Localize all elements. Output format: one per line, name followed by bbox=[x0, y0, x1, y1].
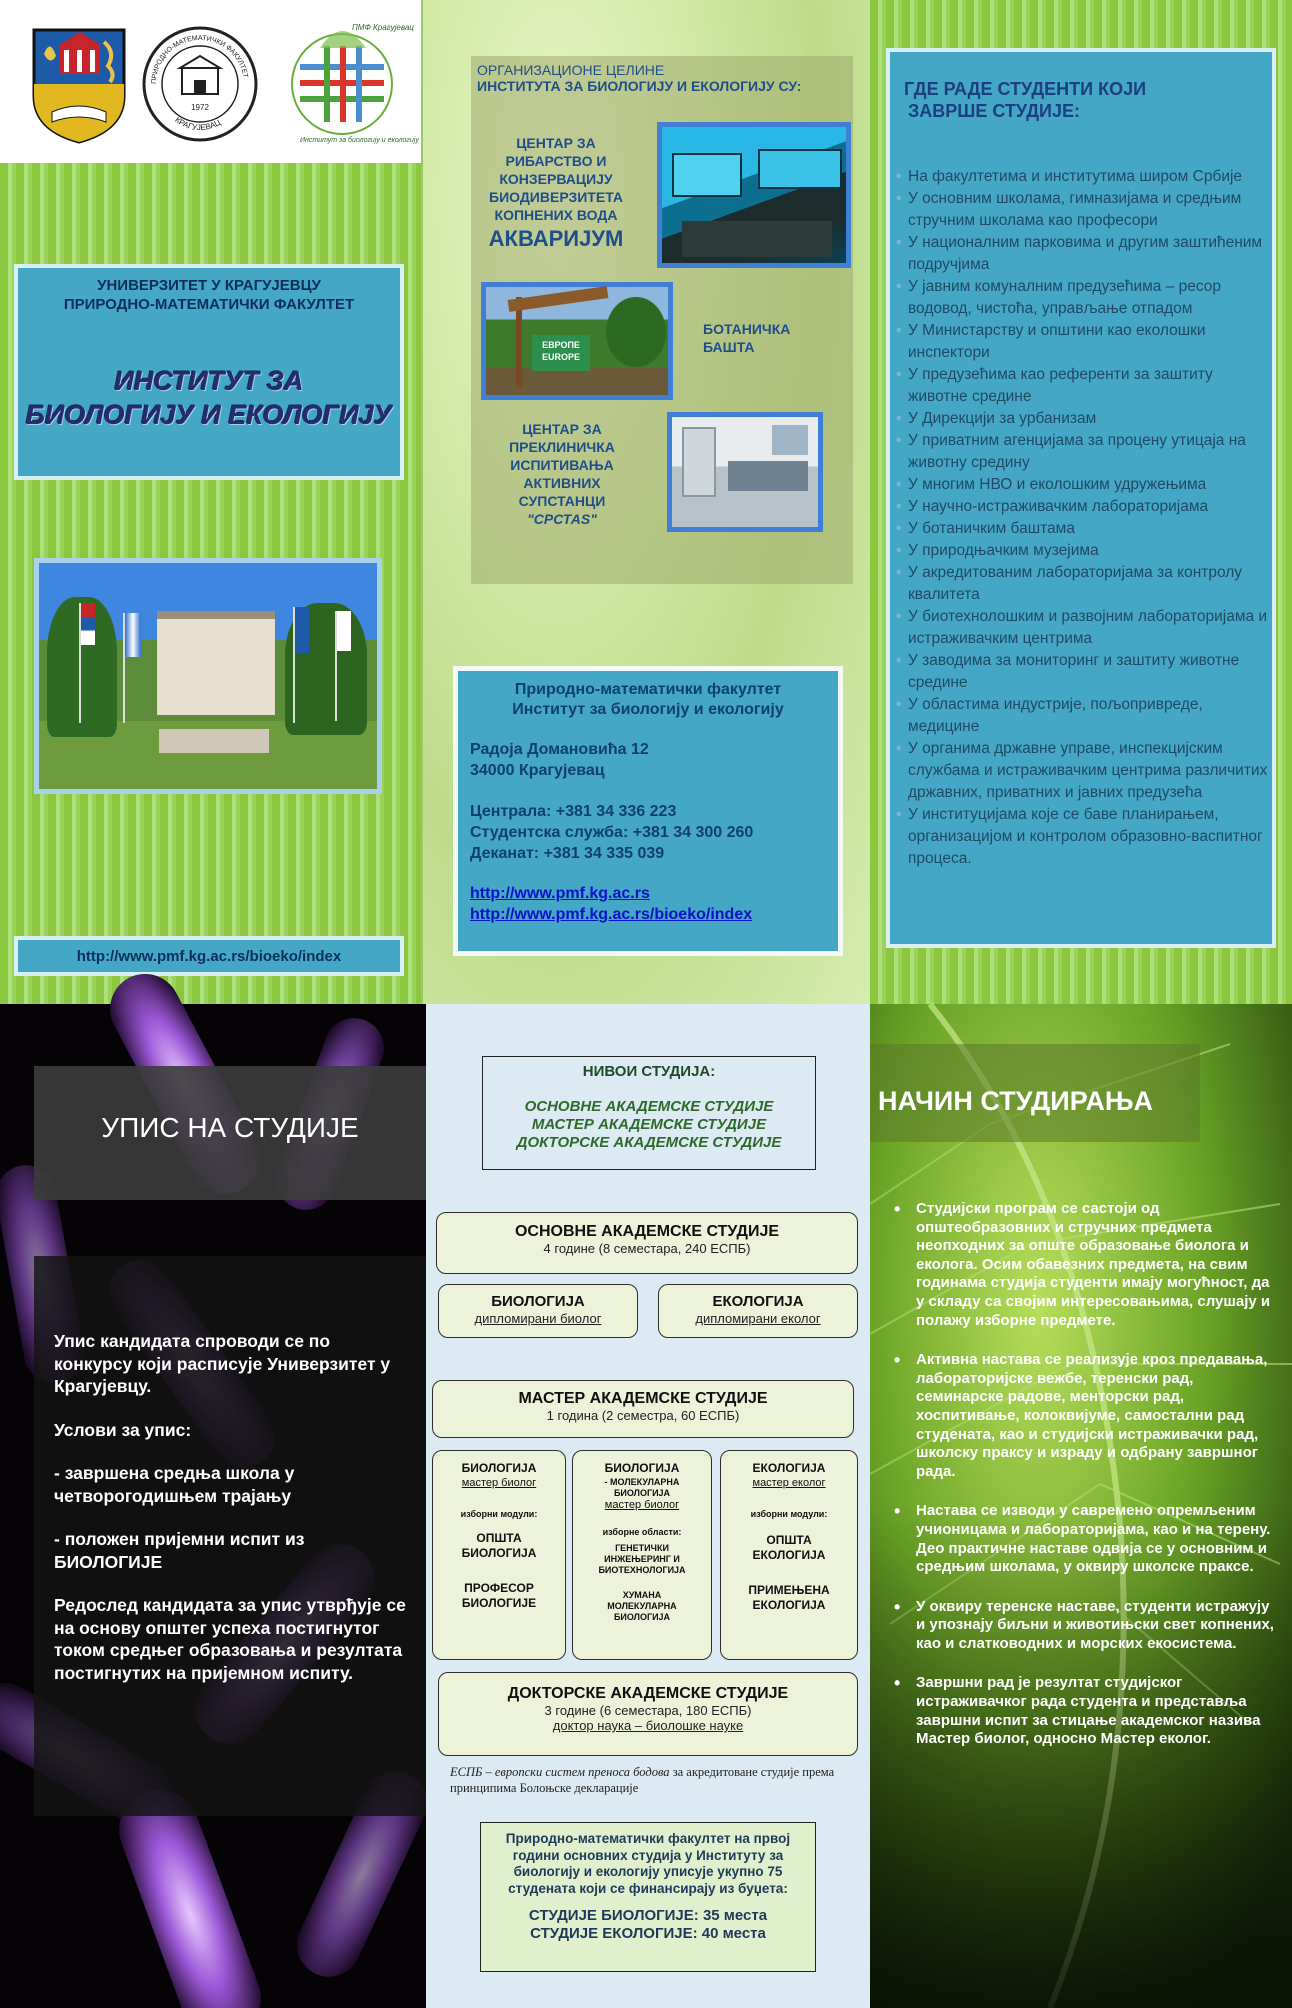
doctoral-degree: доктор наука – биолошке науке bbox=[552, 1718, 744, 1733]
enrollment-title-box bbox=[34, 1066, 426, 1200]
quota-text: Природно-математички факултет на првој години основних студија у Институту за биологију и екологију уписује укупно 75 студената који се финансирају из буџета: bbox=[505, 1831, 791, 1896]
flag-icon bbox=[337, 611, 351, 651]
units-heading-line1: ОРГАНИЗАЦИОНЕ ЦЕЛИНЕ bbox=[477, 62, 665, 78]
svg-text:1972: 1972 bbox=[191, 103, 209, 112]
list-item: • У приватним агенцијама за процену утицаја на животну средину bbox=[896, 430, 1272, 474]
cover-url-box bbox=[14, 936, 404, 976]
list-item: • У биотехнолошким и развојним лабораторијама и истраживачким центрима bbox=[896, 606, 1272, 650]
list-item: • У предузећима као референти за заштиту животне средине bbox=[896, 364, 1272, 408]
master-studies-title: МАСТЕР АКАДЕМСКЕ СТУДИЈЕ bbox=[518, 1390, 768, 1407]
cover-panel bbox=[0, 0, 421, 1004]
list-item: • У Министарству и општини као еколошки инспектори bbox=[896, 320, 1272, 364]
list-item: • У акредитованим лабораторијама за контролу квалитета bbox=[896, 562, 1272, 606]
units-box bbox=[471, 56, 853, 584]
svg-text:Институт за биологију и еколог: Институт за биологију и екологију bbox=[300, 137, 419, 144]
list-item: • У органима државне управе, инспекцијским службама и истраживачким центрима различитих државних, приватних и јавних предузећа bbox=[896, 738, 1272, 804]
levels-title: НИВОИ СТУДИЈА: bbox=[582, 1063, 716, 1080]
basic-studies-title: ОСНОВНЕ АКАДЕМСКЕ СТУДИЈЕ bbox=[514, 1223, 780, 1240]
cover-url[interactable]: http://www.pmf.kg.ac.rs/bioeko/index bbox=[76, 947, 342, 965]
ecology-bachelor-box bbox=[658, 1284, 858, 1338]
study-method-panel bbox=[870, 1004, 1292, 2008]
cover-title-box bbox=[14, 264, 404, 480]
aquarium-photo bbox=[657, 122, 851, 268]
levels-list: ОСНОВНЕ АКАДЕМСКЕ СТУДИЈЕ МАСТЕР АКАДЕМСКЕ СТУДИЈЕ ДОКТОРСКЕ АКАДЕМСКЕ СТУДИЈЕ bbox=[516, 1098, 782, 1151]
list-item: • На факултетима и институтима широм Србије bbox=[896, 166, 1272, 188]
list-item: • У националним парковима и другим заштићеним подручјима bbox=[896, 232, 1272, 276]
quota-ecology: СТУДИЈЕ ЕКОЛОГИЈЕ: 40 места bbox=[530, 1925, 766, 1942]
contact-box bbox=[453, 666, 843, 956]
master-molecular-box: БИОЛОГИЈА - МОЛЕКУЛАРНА БИОЛОГИЈА мастер биолог изборне области: ГЕНЕТИЧКИ ИНЖЕЊЕРИНГ И БИОТЕХНОЛОГИЈА ХУМАНА МОЛЕКУЛАРНА БИОЛОГИЈА bbox=[572, 1450, 712, 1660]
contact-links bbox=[470, 883, 752, 925]
contact-institute: Институт за биологију и екологију bbox=[512, 701, 784, 718]
list-item: • У заводима за мониторинг и заштиту животне средине bbox=[896, 650, 1272, 694]
enrollment-text-box bbox=[34, 1256, 426, 1816]
quota-biology: СТУДИЈЕ БИОЛОГИЈЕ: 35 места bbox=[528, 1907, 768, 1924]
contact-phones bbox=[470, 801, 753, 864]
botanic-garden-photo bbox=[481, 282, 673, 400]
study-method-title-box bbox=[870, 1044, 1200, 1142]
enrollment-ranking: Редослед кандидата за упис утврђује се на основу општег успеха постигнутог током средњег образовања и резултата постигнутих на пријемном испиту. bbox=[54, 1595, 406, 1683]
master-biology-box: БИОЛОГИЈА мастер биолог изборни модули: ОПШТА БИОЛОГИЈА ПРОФЕСОР БИОЛОГИЈЕ bbox=[432, 1450, 566, 1660]
institute-logo-icon bbox=[280, 16, 419, 148]
aquarium-center-label: ЦЕНТАР ЗА РИБАРСТВО И КОНЗЕРВАЦИЈУ БИОДИВЕРЗИТЕТА КОПНЕНИХ ВОДА АКВАРИЈУМ bbox=[471, 134, 641, 254]
svg-text:КРАГУЈЕВАЦ: КРАГУЈЕВАЦ bbox=[173, 115, 223, 133]
svg-text:ПРИРОДНО-МАТЕМАТИЧКИ ФАКУЛТЕТ: ПРИРОДНО-МАТЕМАТИЧКИ ФАКУЛТЕТ bbox=[150, 34, 249, 85]
svg-text:ПМФ Крагујевац: ПМФ Крагујевац bbox=[352, 23, 414, 32]
logo-strip bbox=[0, 0, 421, 163]
careers-panel bbox=[870, 0, 1292, 1004]
master-studies-duration: 1 година (2 семестра, 60 ЕСПБ) bbox=[546, 1408, 740, 1423]
master-ecology-box: ЕКОЛОГИЈА мастер еколог изборни модули: ОПШТА ЕКОЛОГИЈА ПРИМЕЊЕНА ЕКОЛОГИЈА bbox=[720, 1450, 858, 1660]
basic-studies-duration: 4 године (8 семестара, 240 ЕСПБ) bbox=[543, 1241, 751, 1256]
ecology-title: ЕКОЛОГИЈА bbox=[712, 1293, 804, 1310]
link-institute[interactable]: http://www.pmf.kg.ac.rs/bioeko/index bbox=[470, 906, 753, 923]
careers-list bbox=[896, 166, 1272, 870]
flag-icon bbox=[295, 607, 309, 653]
list-item: • У оквиру теренске наставе, студенти истражују и упознају биљни и животињски свет копнених, као и слатководних и морских екосистема. bbox=[894, 1598, 1276, 1654]
list-item: • Настава се изводи у савремено опремљеним учионицама и лабораторијама, као и на терену. Део практичне наставе одвија се у основним и средњим школама, у оквиру школске праксе. bbox=[894, 1502, 1276, 1576]
contact-faculty: Природно-математички факултет bbox=[514, 681, 782, 698]
enrollment-intro: Упис кандидата спроводи се по конкурсу који расписује Универзитет у Крагујевцу. bbox=[54, 1331, 391, 1396]
doctoral-studies-duration: 3 године (6 семестара, 180 ЕСПБ) bbox=[544, 1703, 752, 1718]
list-item: • У јавним комуналним предузећима – ресор водовод, чистоћа, управљање отпадом bbox=[896, 276, 1272, 320]
biology-degree: дипломирани биолог bbox=[474, 1311, 602, 1326]
phone-central: Централа: +381 34 336 223 bbox=[470, 803, 677, 820]
study-method-list bbox=[894, 1200, 1276, 1770]
phone-dean: Деканат: +381 34 335 039 bbox=[470, 845, 665, 862]
srctas-name: "СРСТАS" bbox=[527, 511, 597, 527]
list-item: • У природњачким музејима bbox=[896, 540, 1272, 562]
phone-student-office: Студентска служба: +381 34 300 260 bbox=[470, 824, 754, 841]
enrollment-panel bbox=[0, 1004, 426, 2008]
levels-box bbox=[482, 1056, 816, 1170]
contact-street: Радоја Домановића 12 bbox=[470, 741, 649, 758]
ecology-degree: дипломирани еколог bbox=[695, 1311, 821, 1326]
enrollment-condition-2: - положен пријемни испит из БИОЛОГИЈЕ bbox=[54, 1529, 305, 1572]
link-faculty[interactable]: http://www.pmf.kg.ac.rs bbox=[470, 885, 650, 902]
contact-address bbox=[470, 739, 649, 781]
doctoral-studies-box bbox=[438, 1672, 858, 1756]
list-item: • У областима индустрије, пољопривреде, медицине bbox=[896, 694, 1272, 738]
list-item: • Завршни рад је резултат студијског истраживачког рада студента и представља завршни испит за стицање академског назива Мастер биолог, односно Мастер еколог. bbox=[894, 1674, 1276, 1748]
list-item: • У многим НВО и еколошким удружењима bbox=[896, 474, 1272, 496]
enrollment-condition-1: - завршена средња школа у четворогодишњем трајању bbox=[54, 1463, 295, 1506]
university-crest-icon bbox=[30, 26, 128, 144]
flag-icon bbox=[125, 613, 141, 657]
botanic-garden-label: БОТАНИЧКА БАШТА bbox=[703, 321, 791, 355]
quota-box bbox=[480, 1822, 816, 1972]
university-name: УНИВЕРЗИТЕТ У КРАГУЈЕВЦУ bbox=[97, 277, 321, 294]
doctoral-studies-title: ДОКТОРСКЕ АКАДЕМСКЕ СТУДИЈЕ bbox=[507, 1685, 789, 1702]
units-heading-line2: ИНСТИТУТА ЗА БИОЛОГИЈУ И ЕКОЛОГИЈУ СУ: bbox=[477, 78, 802, 94]
list-item: • У научно-истраживачким лабораторијама bbox=[896, 496, 1272, 518]
lab-photo bbox=[667, 412, 823, 532]
enrollment-title: УПИС НА СТУДИЈЕ bbox=[101, 1112, 359, 1143]
list-item: • У институцијама које се баве планирањем, организацијом и контролом образовно-васпитног процеса. bbox=[896, 804, 1272, 870]
study-method-title: НАЧИН СТУДИРАЊА bbox=[878, 1086, 1154, 1116]
list-item: • У ботаничким баштама bbox=[896, 518, 1272, 540]
building-facade bbox=[157, 611, 275, 715]
flag-icon bbox=[81, 603, 95, 645]
basic-studies-box bbox=[436, 1212, 858, 1274]
list-item: • У Дирекцији за урбанизам bbox=[896, 408, 1272, 430]
biology-title: БИОЛОГИЈА bbox=[491, 1293, 585, 1310]
list-item: • У основним школама, гимназијама и средњим стручним школама као професори bbox=[896, 188, 1272, 232]
faculty-building-photo bbox=[34, 558, 382, 794]
pmf-seal-icon bbox=[140, 24, 260, 144]
units-panel bbox=[421, 0, 870, 1004]
master-studies-box bbox=[432, 1380, 854, 1438]
list-item: • Активна настава се реализује кроз предавања, лабораторијске вежбе, теренски рад, семинарске радове, менторски рад, хоспитивање, колоквијуме, самостални рад студената, као и студијски истраживачки рад, школску праксу и израду и одбрану завршног рада. bbox=[894, 1351, 1276, 1481]
careers-box bbox=[886, 48, 1276, 948]
institute-title-line2: БИОЛОГИЈУ И ЕКОЛОГИЈУ bbox=[25, 400, 393, 430]
study-levels-panel bbox=[426, 1004, 870, 2008]
biology-bachelor-box bbox=[438, 1284, 638, 1338]
entrance-path bbox=[159, 729, 269, 753]
list-item: • Студијски програм се састоји од општеобразовних и стручних предмета неопходних за опште образовање биолога и еколога. Осим обавезних предмета, на свим годинама студија студенти имају могућност, да у складу са својим интересовањима, слушају и полажу изборне предмете. bbox=[894, 1200, 1276, 1330]
contact-city: 34000 Крагујевац bbox=[470, 762, 605, 779]
enrollment-conditions-label: Услови за упис: bbox=[54, 1419, 192, 1440]
preclinical-center-label: ЦЕНТАР ЗА ПРЕКЛИНИЧКА ИСПИТИВАЊА АКТИВНИХ СУПСТАНЦИ "СРСТАS" bbox=[477, 420, 647, 528]
aquarium-title: АКВАРИЈУМ bbox=[488, 226, 624, 251]
faculty-name: ПРИРОДНО-МАТЕМАТИЧКИ ФАКУЛТЕТ bbox=[63, 296, 355, 313]
careers-title: ГДЕ РАДЕ СТУДЕНТИ КОЈИ ЗАВРШЕ СТУДИЈЕ: bbox=[904, 79, 1147, 121]
espb-note: ЕСПБ – европски систем преноса бодова за акредитоване студије према принципима Болоњске декларације bbox=[450, 1765, 835, 1795]
institute-title-line1: ИНСТИТУТ ЗА bbox=[114, 366, 304, 396]
enrollment-text bbox=[54, 1330, 406, 1684]
garden-sign: ЕВРОПЕ EUROPE bbox=[532, 335, 590, 371]
